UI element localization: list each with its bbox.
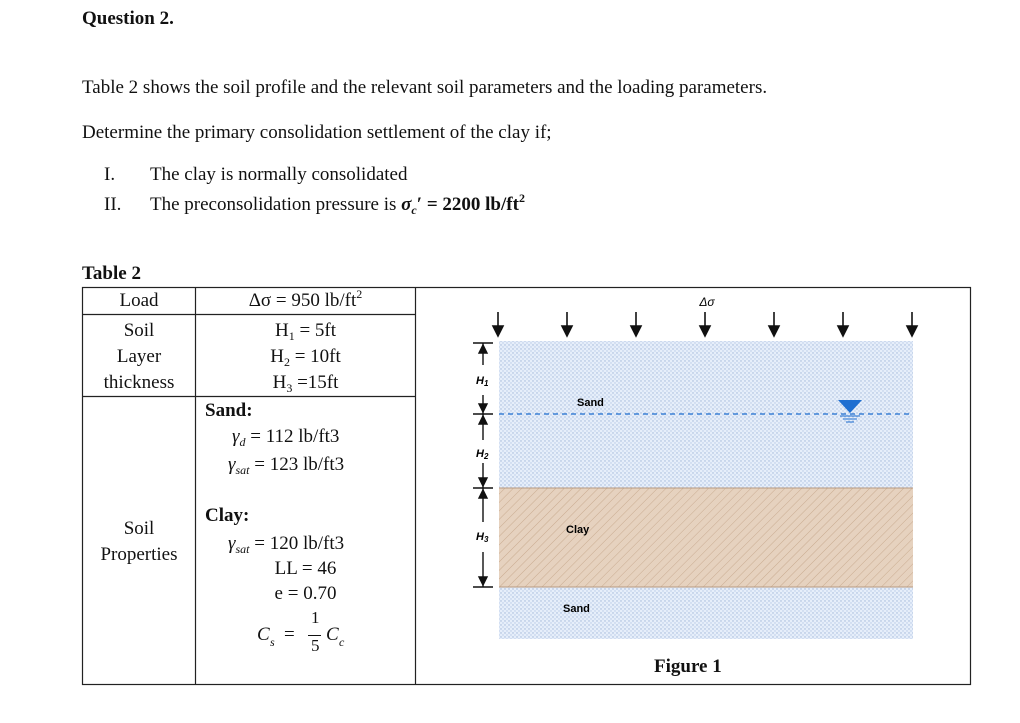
- clay-layer: [499, 488, 913, 587]
- h3-dim-label: H3: [476, 531, 489, 544]
- figure-caption: Figure 1: [654, 656, 722, 677]
- h3-value: $H_3 =15ft$: [272, 372, 339, 395]
- lower-sand-label: Sand: [563, 603, 590, 615]
- item-2-number: II.: [104, 194, 122, 215]
- table-label: Table 2: [82, 263, 141, 284]
- h2-value: $H_2 = 10ft$: [270, 346, 341, 369]
- load-label: Δσ: [699, 295, 715, 309]
- load-value: Δσ = 950 $lb/ft^2$: [248, 287, 363, 311]
- h1-value: $H_1 = 5ft$: [274, 320, 337, 343]
- clay-gamma-sat: $\gamma_{sat} = 120$ lb/ft3: [228, 533, 345, 556]
- clay-heading: Clay:: [205, 505, 250, 526]
- clay-e: e = 0.70: [274, 583, 337, 604]
- item-1-text: The clay is normally consolidated: [150, 164, 408, 185]
- item-2-text: The preconsolidation pressure is $\sigma_c' = 2200$ $lb/ft^2$: [150, 191, 525, 217]
- task-paragraph: Determine the primary consolidation settlement of the clay if;: [82, 122, 552, 143]
- sand-heading: Sand:: [205, 400, 253, 421]
- load-label: Load: [119, 290, 159, 311]
- question-title: Question 2.: [82, 8, 174, 29]
- thickness-label: Soil Layer thickness: [103, 320, 175, 393]
- sand-gamma-d: $\gamma_d = 112$ lb/ft3: [232, 426, 340, 449]
- load-arrows: [493, 312, 917, 336]
- properties-label: Soil Properties: [100, 518, 178, 565]
- h2-dim-label: H2: [476, 448, 489, 461]
- cs-equation: C s = 1 5 C c: [257, 608, 345, 655]
- clay-ll: LL = 46: [274, 558, 337, 579]
- intro-paragraph: Table 2 shows the soil profile and the relevant soil parameters and the loading parameters.: [82, 77, 768, 98]
- h1-dim-label: H1: [476, 375, 489, 388]
- lower-sand-layer: [499, 587, 913, 639]
- upper-sand-label: Sand: [577, 397, 604, 409]
- item-1-number: I.: [104, 164, 116, 185]
- sand-gamma-sat: $\gamma_{sat} = 123$ lb/ft3: [228, 454, 345, 477]
- clay-label: Clay: [566, 524, 590, 536]
